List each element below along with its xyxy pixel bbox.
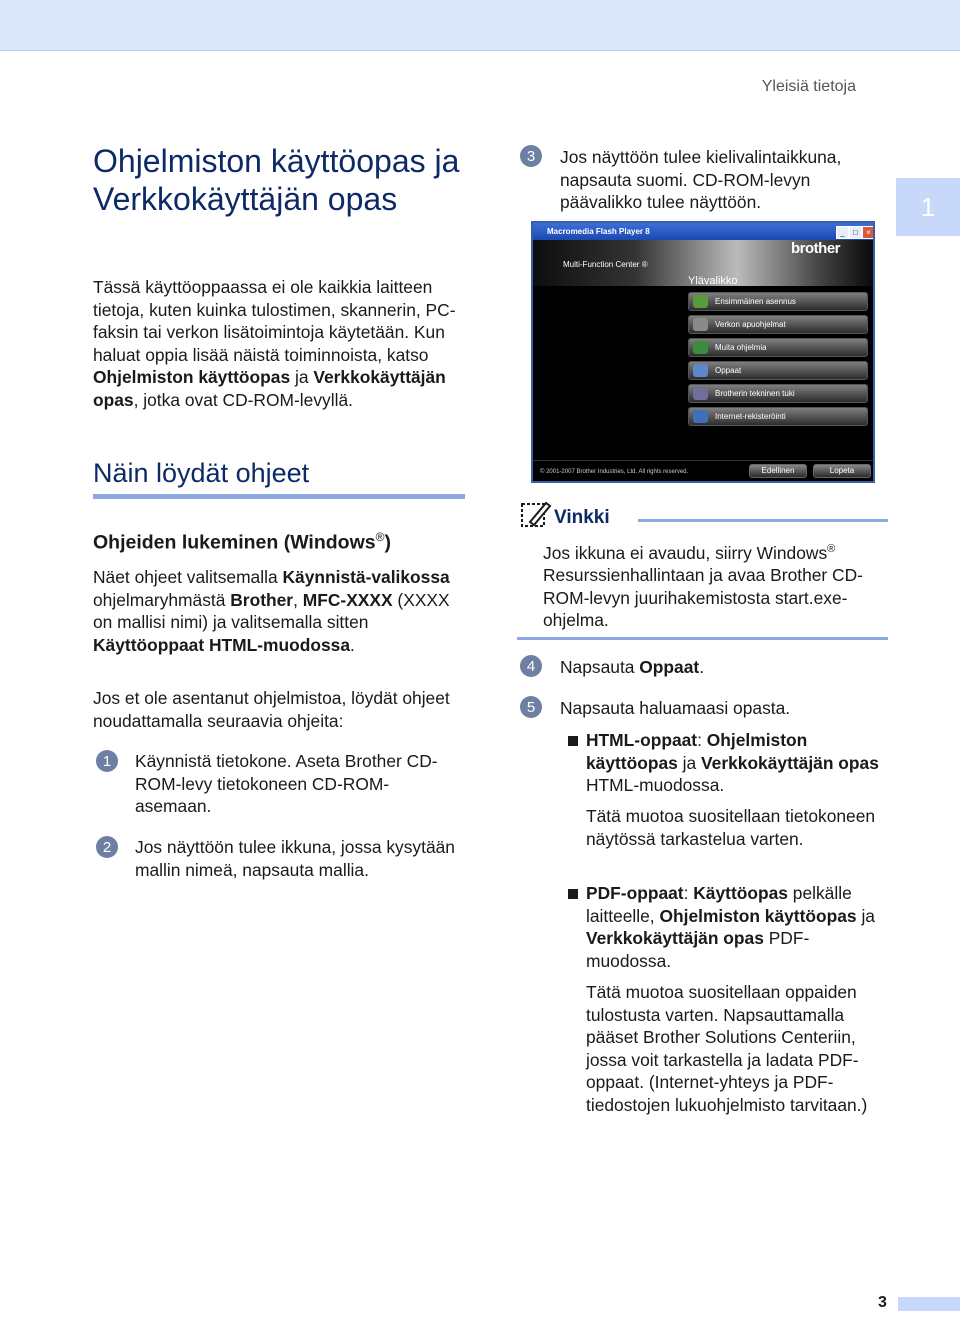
- bullet-pdf-manuals: PDF-oppaat: Käyttöopas pelkälle laitteelle, Ohjelmiston käyttöopas ja Verkkokäyttäjän opas PDF-muodossa.: [586, 883, 875, 971]
- step-text: Napsauta Oppaat.: [560, 657, 705, 677]
- chapter-tab: 1: [896, 178, 960, 236]
- quit-button[interactable]: Lopeta: [813, 464, 871, 478]
- previous-button[interactable]: Edellinen: [749, 464, 807, 478]
- note-text: Jos ikkuna ei avaudu, siirry Windows® Resurssienhallintaan ja avaa Brother CD-ROM-levyn juurihakemistosta start.exe-ohjelma.: [543, 542, 863, 631]
- globe-icon: [693, 410, 708, 423]
- pencil-note-icon: [520, 500, 552, 530]
- menu-item-first-install[interactable]: Ensimmäinen asennus: [688, 292, 868, 311]
- step-text: Napsauta haluamaasi opasta.: [560, 698, 791, 718]
- maximize-icon: □: [849, 226, 862, 239]
- menu-heading: Ylävalikko: [688, 275, 738, 287]
- bullet-marker: [568, 889, 578, 899]
- step-number: 2: [96, 836, 118, 858]
- support-icon: [693, 387, 708, 400]
- step-text: Jos näyttöön tulee kielivalintaikkuna, napsauta suomi. CD-ROM-levyn päävalikko tulee näyttöön.: [560, 147, 842, 212]
- bullet-pdf-note: Tätä muotoa suositellaan oppaiden tulostusta varten. Napsauttamalla pääset Brother Solutions Centeriin, jossa voit tarkastella ja ladata PDF-oppaat. (Internet-yhteys ja PDF-tiedostojen lukuohjelmisto tarvitaan.): [586, 982, 868, 1115]
- note-rule-bottom: [517, 637, 888, 640]
- page-title: Ohjelmiston käyttöopas ja Verkkokäyttäjän opas: [93, 143, 460, 217]
- step-text: Käynnistä tietokone. Aseta Brother CD-ROM-levy tietokoneen CD-ROM-asemaan.: [135, 751, 438, 816]
- step-number: 4: [520, 655, 542, 677]
- window-title: Macromedia Flash Player 8: [533, 223, 873, 240]
- step-text: Jos näyttöön tulee ikkuna, jossa kysytään mallin nimeä, napsauta mallia.: [135, 837, 455, 880]
- subheading: Ohjeiden lukeminen (Windows®): [93, 530, 391, 554]
- note-rule-top: [638, 519, 888, 522]
- top-band: [0, 0, 960, 51]
- step-number: 1: [96, 750, 118, 772]
- step-number: 5: [520, 696, 542, 718]
- page-number-bar: [898, 1297, 960, 1311]
- network-icon: [693, 318, 708, 331]
- bullet-marker: [568, 736, 578, 746]
- copyright: © 2001-2007 Brother Industries, Ltd. All rights reserved.: [540, 469, 689, 475]
- paragraph-1: Näet ohjeet valitsemalla Käynnistä-valikossa ohjelmaryhmästä Brother, MFC-XXXX (XXXX on mallisi nimi) ja valitsemalla sitten Käyttöoppaat HTML-muodossa.: [93, 567, 450, 655]
- page-number: 3: [878, 1294, 887, 1311]
- menu-item-other-programs[interactable]: Muita ohjelmia: [688, 338, 868, 357]
- section-rule: [93, 494, 465, 499]
- note-label: Vinkki: [554, 507, 610, 528]
- checkmark-icon: [693, 341, 708, 354]
- step-number: 3: [520, 145, 542, 167]
- menu-item-manuals[interactable]: Oppaat: [688, 361, 868, 380]
- product-name: Multi-Function Center ®: [563, 260, 648, 269]
- bullet-html-manuals: HTML-oppaat: Ohjelmiston käyttöopas ja Verkkokäyttäjän opas HTML-muodossa.: [586, 730, 879, 795]
- minimize-icon: _: [836, 226, 849, 239]
- menu-item-network-utilities[interactable]: Verkon apuohjelmat: [688, 315, 868, 334]
- book-icon: [693, 364, 708, 377]
- section-heading: Näin löydät ohjeet: [93, 458, 310, 488]
- cdrom-menu-screenshot: [531, 221, 875, 483]
- disc-icon: [693, 295, 708, 308]
- intro-paragraph: Tässä käyttöoppaassa ei ole kaikkia laitteen tietoja, kuten kuinka tulostimen, skannerin, PC-faksin tai verkon lisätoimintoja käytetään. Kun haluat oppia lisää näistä toiminnoista, katso Ohjelmiston käyttöopas ja Verkkokäyttäjän opas, jotka ovat CD-ROM-levyllä.: [93, 277, 456, 410]
- menu-item-tech-support[interactable]: Brotherin tekninen tuki: [688, 384, 868, 403]
- menu-item-online-registration[interactable]: Internet-rekisteröinti: [688, 407, 868, 426]
- footer-divider: [533, 460, 873, 461]
- paragraph-2: Jos et ole asentanut ohjelmistoa, löydät ohjeet noudattamalla seuraavia ohjeita:: [93, 688, 450, 731]
- running-header: Yleisiä tietoja: [761, 78, 856, 95]
- bullet-html-note: Tätä muotoa suositellaan tietokoneen näytössä tarkastelua varten.: [586, 806, 876, 849]
- brand-logo: brother: [791, 240, 840, 257]
- close-icon: ×: [862, 226, 875, 239]
